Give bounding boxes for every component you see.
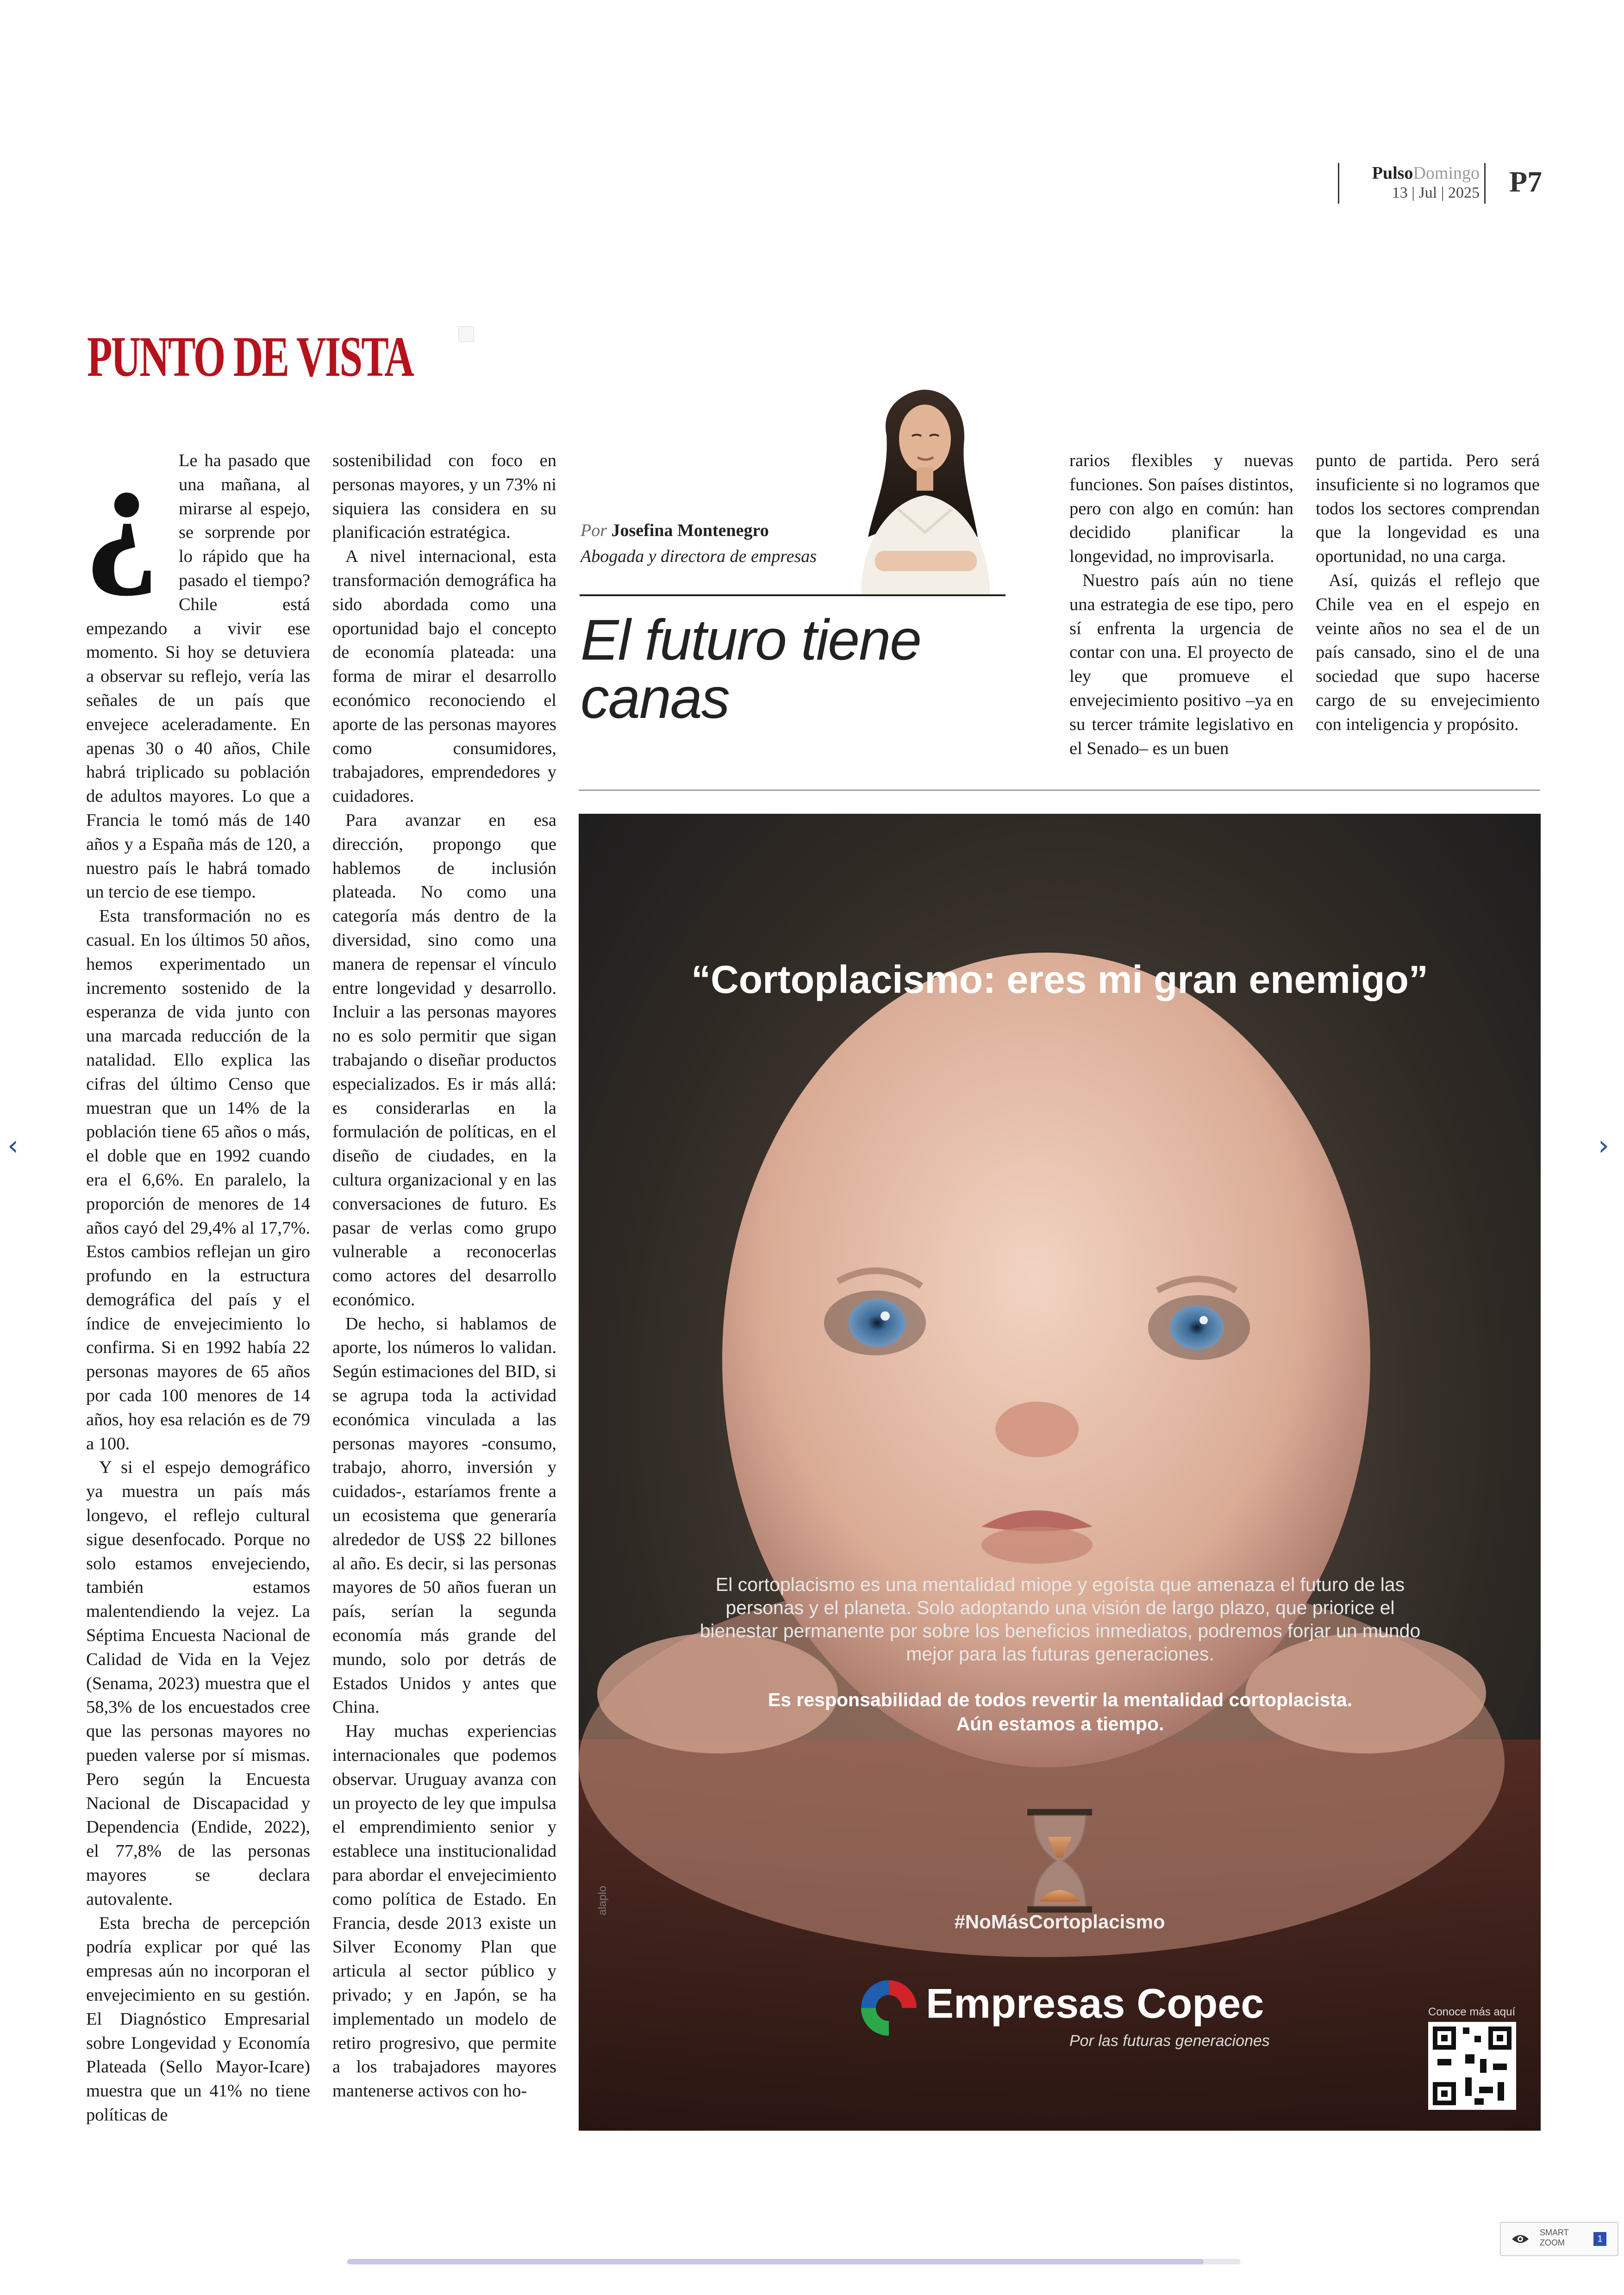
prev-page-arrow-icon[interactable]: ‹: [7, 1129, 19, 1162]
article-column-2: [332, 449, 556, 2103]
paragraph: Así, quizás el reflejo que Chile vea en el espejo en veinte años no sea el de un país cansado, sino el de una sociedad que supo hacerse cargo de su envejecimiento con inteligencia y propósito.: [1316, 570, 1540, 734]
paragraph: Esta brecha de percepción podría explicar por qué las empresas aún no incorporan el envejecimiento en su gestión. El Diagnóstico Empresarial sobre Longevidad y Economía Plateada (Sello Mayor-Icare) muestra que un 41% no tiene políticas de: [86, 1913, 310, 2125]
ad-brand-name: Empresas Copec: [926, 1981, 1264, 2027]
issue-date: 13 | Jul | 2025: [1392, 184, 1480, 201]
paragraph: punto de partida. Pero será insuficiente si no logramos que todos los sectores comprendan que la longevidad es una oportunidad, no una carga.: [1316, 451, 1540, 567]
photo-credit: alaplo: [596, 1885, 609, 1915]
headline-line-1: El futuro tiene: [581, 608, 921, 672]
headline-rule: [580, 594, 1006, 596]
drop-cap: ¿: [83, 429, 160, 598]
headline-line-2: canas: [581, 667, 729, 730]
page-number: P7: [1509, 165, 1543, 198]
paragraph: Y si el espejo demográfico ya muestra un país más longevo, el reflejo cultural sigue desenfocado. Porque no solo estamos envejeciendo, también estamos malentendiendo la vejez. La Séptima Encuesta Nacional de Calidad de Vida en la Vejez (Senama, 2023) muestra que el 58,3% de los encuestados cree que las personas mayores no pueden valerse por sí mismas. Pero según la Encuesta Nacional de Discapacidad y Dependencia (Endide, 2022), el 77,8% de las personas mayores se declara autovalente.: [86, 1458, 310, 1909]
byline-prefix: Por: [581, 521, 612, 540]
author-portrait: [843, 384, 1005, 594]
header-divider-right: [1484, 163, 1486, 204]
paragraph: rarios flexibles y nuevas funciones. Son países distintos, pero con algo en común: han decidido planificar la longevidad, no improvisarla.: [1069, 451, 1293, 567]
qr-label: Conoce más aquí: [1428, 2006, 1516, 2018]
ad-call-to-action: [699, 1688, 1421, 1736]
scrollbar-thumb[interactable]: [347, 2259, 1204, 2264]
headline: [581, 608, 1006, 730]
baby-photo: [579, 814, 1541, 2131]
author-role: Abogada y directora de empresas: [581, 547, 817, 566]
ad-cta-line-2: Aún estamos a tiempo.: [956, 1713, 1164, 1734]
paragraph: Esta transformación no es casual. En los últimos 50 años, hemos experimentado un incremento sostenido de la esperanza de vida junto con una marcada reducción de la natalidad. Ello explica las cifras del último Censo que muestran que un 14% de la población tiene 65 años o más, el doble que en 1992 cuando era el 6,6%. En paralelo, la proporción de menores de 14 años cayó del 29,4% al 17,7%. Estos cambios reflejan un giro profundo en la estructura demográfica del país y el índice de envejecimiento lo confirma. Si en 1992 había 22 personas mayores de 65 años por cada 100 menores de 14 años, hoy esa relación es de 79 a 100.: [86, 906, 310, 1453]
author-name: Josefina Montenegro: [611, 521, 769, 540]
brand-domingo: Domingo: [1413, 163, 1480, 183]
copec-advertisement[interactable]: [579, 814, 1541, 2131]
paragraph: De hecho, si hablamos de aporte, los números lo validan. Según estimaciones del BID, si se agrupa toda la actividad económica vinculada a las personas mayores -consumo, trabajo, ahorro, inversión y cuidados-, estaríamos frente a un ecosistema que generaría alrededor de US$ 22 billones al año. Es decir, si las personas mayores de 50 años fueran un país, serían la segunda economía más grande del mundo, solo por detrás de Estados Unidos y antes que China.: [332, 1314, 556, 1717]
ad-hashtag: #NoMásCortoplacismo: [954, 1911, 1165, 1933]
paragraph: Nuestro país aún no tiene una estrategia de ese tipo, pero sí enfrenta la urgencia de contar con una. El proyecto de ley que promueve el envejecimiento positivo –ya en su tercer trámite legislativo en el Senado– es un buen: [1069, 570, 1293, 758]
ad-body-text: El cortoplacismo es una mentalidad miope y egoísta que amenaza el futuro de las personas y el planeta. Solo adoptando una visión de largo plazo, que priorice el bienestar permanente por sobre los beneficios inmediatos, podremos forjar un mundo mejor para las futuras generaciones.: [700, 1574, 1421, 1665]
smart-zoom-button[interactable]: [1500, 2222, 1618, 2256]
smart-zoom-label: [1540, 2227, 1569, 2248]
zoom-count-badge: 1: [1593, 2232, 1606, 2246]
section-separator: [579, 790, 1540, 791]
article-column-1: [83, 429, 310, 2127]
article-column-3: [1069, 449, 1293, 761]
header-divider-left: [1338, 163, 1339, 204]
paragraph: Le ha pasado que una mañana, al mirarse al espejo, se sorprende por lo rápido que ha pasado el tiempo? Chile está empezando a vivir ese momento. Si hoy se detuviera a observar su reflejo, vería las señales de un país que envejece aceleradamente. En apenas 30 o 40 años, Chile habrá triplicado su población de adultos mayores. Lo que a Francia le tomó más de 140 años y a España más de 120, a nuestro país le habrá tomado un tercio de ese tiempo.: [86, 451, 310, 902]
section-title: PUNTO DE VISTA: [87, 325, 413, 388]
masthead: [1341, 163, 1480, 202]
brand-pulso: Pulso: [1372, 163, 1413, 183]
eye-icon: [1511, 2233, 1530, 2245]
paragraph: A nivel internacional, esta transformación demográfica ha sido abordada como una oportunidad bajo el concepto de economía plateada: una forma de mirar el desarrollo económico reconociendo el aporte de las personas mayores como consumidores, trabajadores, emprendedores y cuidadores.: [332, 547, 556, 806]
ad-tagline: Por las futuras generaciones: [1069, 2032, 1270, 2050]
qr-code-icon: [1428, 2022, 1516, 2110]
paragraph: sostenibilidad con foco en personas mayores, y un 73% ni siquiera las considera en su planificación estratégica.: [332, 451, 556, 543]
paragraph: Hay muchas experiencias internacionales que podemos observar. Uruguay avanza con un proyecto de ley que impulsa el emprendimiento senior y establece una institucionalidad para abordar el envejecimiento como política de Estado. En Francia, desde 2013 existe un Silver Economy Plan que articula al sector público y privado; y en Japón, se ha implementado un modelo de retiro progresivo, que permite a los trabajadores mayores mantenerse activos con ho-: [332, 1721, 556, 2101]
article-column-4: [1316, 449, 1540, 737]
smart-zoom-line-2: ZOOM: [1540, 2238, 1565, 2247]
placeholder-mark: [458, 326, 474, 342]
byline: [581, 520, 769, 541]
ad-cta-line-1: Es responsabilidad de todos revertir la mentalidad cortoplacista.: [768, 1689, 1353, 1710]
ad-quote: “Cortoplacismo: eres mi gran enemigo”: [691, 958, 1428, 1001]
paragraph: Para avanzar en esa dirección, propongo que hablemos de inclusión plateada. No como una categoría más dentro de la diversidad, sino como una manera de repensar el vínculo entre longevidad y desarrollo. Incluir a las personas mayores no es solo permitir que sigan trabajando o diseñar productos especializados. Es ir más allá: es considerarlas en la formulación de políticas, en el diseño de ciudades, en la cultura organizacional y en las conversaciones de futuro. Es pasar de verlas como grupo vulnerable a reconocerlas como actores del desarrollo económico.: [332, 810, 556, 1310]
next-page-arrow-icon[interactable]: ›: [1598, 1129, 1609, 1162]
smart-zoom-line-1: SMART: [1540, 2228, 1569, 2237]
